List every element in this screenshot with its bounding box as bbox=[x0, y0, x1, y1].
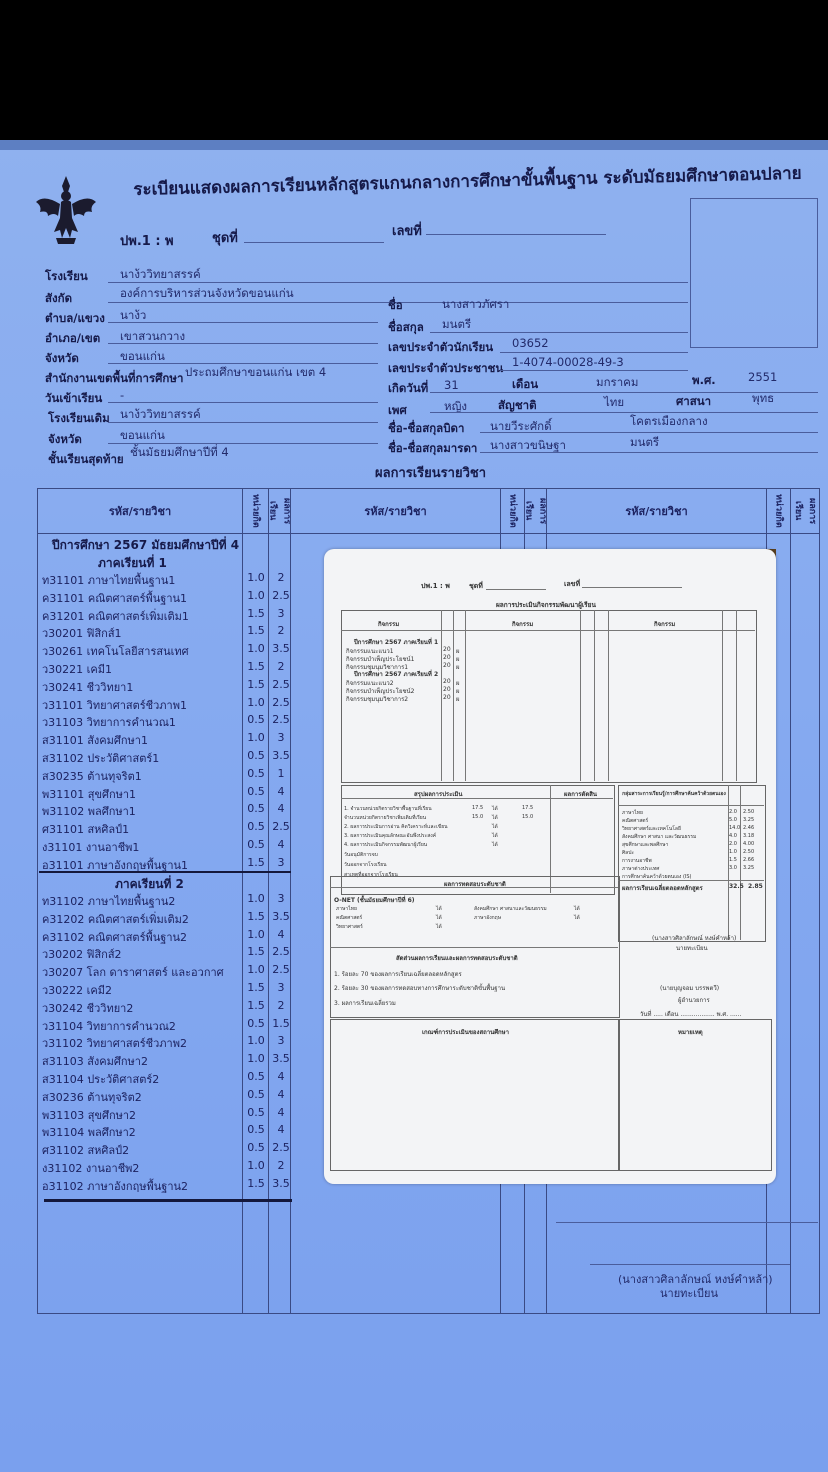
bp-form-code: ปพ.1 : พ bbox=[421, 582, 450, 590]
subject-name: ว30242 ชีววิทยา2 bbox=[42, 1001, 134, 1015]
subject-name: ท31102 ภาษาไทยพื้นฐาน2 bbox=[42, 895, 176, 908]
subject-grade: 3 bbox=[277, 855, 285, 869]
district-label: อำเภอ/เขต bbox=[45, 331, 101, 345]
birth-month-value: มกราคม bbox=[596, 375, 639, 389]
student-id-label: เลขประจำตัวนักเรียน bbox=[388, 340, 494, 354]
subject-credit: 1.5 bbox=[247, 677, 265, 691]
bp-approval-label: วันอนุมัติการจบ bbox=[344, 852, 378, 858]
form-code: ปพ.1 : พ bbox=[120, 234, 174, 249]
subject-credit: 1.5 bbox=[247, 1176, 265, 1190]
col-grade-header-2: ผลการเรียน bbox=[525, 489, 547, 534]
bp-summary-label: 1. จำนวนหน่วยกิตรายวิชาพื้นฐานที่เรียน bbox=[344, 806, 432, 812]
document-title: ระเบียนแสดงผลการเรียนหลักสูตรแกนกลางการศึกษาขั้นพื้นฐาน ระดับมัธยมศึกษาตอนปลาย bbox=[133, 163, 802, 200]
district-value: เขาสวนกวาง bbox=[120, 329, 186, 343]
bp-onet-value: ได้ bbox=[436, 915, 442, 921]
subject-credit: 1.5 bbox=[247, 855, 265, 869]
nationality-value: ไทย bbox=[604, 395, 625, 409]
birth-year-value: 2551 bbox=[748, 370, 778, 384]
col-subject-header-3: รหัส/รายวิชา bbox=[547, 489, 767, 534]
bp-activity-result: ผ bbox=[456, 648, 460, 655]
bp-summary-label: 3. ผลการประเมินคุณลักษณะอันพึงประสงค์ bbox=[344, 833, 437, 839]
subject-grade: 3 bbox=[277, 892, 285, 905]
bp-group-gpa: 2.46 bbox=[743, 825, 755, 831]
bp-group-heading: กลุ่มสาระการเรียนรู้/การศึกษาค้นคว้าด้วยตนเอง bbox=[622, 791, 726, 797]
subject-grade: 2.5 bbox=[272, 588, 290, 602]
col-credit-header-2: หน่วยกิต bbox=[501, 489, 525, 534]
registrar-signature-name: (นางสาวศิลาลักษณ์ หงษ์คำหล้า) bbox=[618, 1273, 773, 1286]
subject-name: พ31102 พลศึกษา1 bbox=[42, 805, 136, 819]
photo-box bbox=[690, 198, 818, 348]
bp-number-label: เลขที่ bbox=[564, 580, 581, 588]
subject-name: ค31101 คณิตศาสตร์พื้นฐาน1 bbox=[42, 591, 188, 605]
subject-grade: 4 bbox=[277, 927, 285, 941]
subject-grade: 2.5 bbox=[272, 945, 290, 959]
bp-group-credit: 5.0 bbox=[729, 817, 737, 823]
subdistrict-label: ตำบล/แขวง bbox=[45, 311, 105, 325]
affiliation-value: องค์การบริหารส่วนจังหวัดขอนแก่น bbox=[120, 286, 294, 300]
subject-grade: 2.5 bbox=[272, 820, 290, 834]
bp-onet-subject: สังคมศึกษา ศาสนาและวัฒนธรรม bbox=[474, 906, 547, 912]
results-heading: ผลการเรียนรายวิชา bbox=[375, 466, 486, 481]
bp-group-gpa: 4.00 bbox=[743, 841, 755, 847]
subject-credit: 1.5 bbox=[247, 981, 265, 994]
subject-grade: 3 bbox=[277, 1034, 285, 1048]
subject-grade: 1 bbox=[277, 766, 285, 780]
number-label: เลขที่ bbox=[392, 224, 422, 239]
area-office-label: สำนักงานเขตพื้นที่การศึกษา bbox=[45, 371, 184, 385]
subject-grade: 4 bbox=[277, 1087, 285, 1101]
subject-credit: 0.5 bbox=[247, 838, 265, 851]
last-grade-label: ชั้นเรียนสุดท้าย bbox=[48, 452, 124, 466]
bp-registrar-name: (นางสาวศิลาลักษณ์ หงษ์คำหล้า) bbox=[652, 935, 737, 942]
bp-onet-subject: ภาษาอังกฤษ bbox=[474, 915, 502, 921]
bp-director-name: (นายบุญจอม บรรพตวี) bbox=[660, 985, 720, 992]
bp-activity-name: กิจกรรมบำเพ็ญประโยชน์1 bbox=[346, 656, 415, 663]
bp-activity-result: ผ bbox=[456, 696, 460, 703]
subject-credit: 1.0 bbox=[247, 642, 265, 656]
bp-group-credit: 1.0 bbox=[729, 849, 737, 855]
subject-name: ค31202 คณิตศาสตร์เพิ่มเติม2 bbox=[42, 912, 189, 926]
subject-grade: 1.5 bbox=[272, 1016, 290, 1030]
bp-summary-c: 17.5 bbox=[522, 805, 534, 811]
month-label: เดือน bbox=[512, 377, 539, 391]
bp-summary-b: ได้ bbox=[492, 824, 498, 830]
subject-credit: 0.5 bbox=[247, 713, 265, 727]
bp-remark-heading: หมายเหตุ bbox=[678, 1029, 703, 1036]
subject-name: ว30241 ชีววิทยา1 bbox=[42, 680, 134, 694]
term2-heading: ภาคเรียนที่ 2 bbox=[115, 877, 184, 891]
subject-credit: 1.5 bbox=[247, 998, 265, 1012]
garuda-emblem-icon bbox=[34, 172, 98, 246]
subject-credit: 1.5 bbox=[247, 660, 265, 673]
subject-credit: 1.0 bbox=[247, 927, 265, 941]
bp-activity-result: ผ bbox=[456, 688, 460, 695]
bp-total-gpa: 2.85 bbox=[748, 883, 763, 890]
subject-name: พ31103 สุขศึกษา2 bbox=[42, 1108, 137, 1122]
bp-activity-result: ผ bbox=[456, 664, 460, 671]
bp-activity-name: กิจกรรมชุมนุมวิชาการ2 bbox=[346, 696, 409, 703]
set-label: ชุดที่ bbox=[212, 231, 238, 246]
subject-grade: 3 bbox=[277, 731, 285, 745]
subject-grade: 4 bbox=[277, 1123, 285, 1137]
subject-credit: 0.5 bbox=[247, 1141, 265, 1155]
bp-group-gpa: 3.18 bbox=[743, 833, 755, 839]
term1-heading: ภาคเรียนที่ 1 bbox=[98, 556, 167, 570]
subject-credit: 1.0 bbox=[247, 695, 265, 709]
bp-summary-b: ได้ bbox=[492, 815, 498, 821]
birth-day-value: 31 bbox=[444, 378, 459, 392]
subject-name: ค31102 คณิตศาสตร์พื้นฐาน2 bbox=[42, 930, 188, 944]
school-value: นาง้ววิทยาสรรค์ bbox=[120, 267, 201, 281]
subject-credit: 0.5 bbox=[247, 1105, 265, 1119]
subject-grade: 2 bbox=[277, 1159, 285, 1172]
religion-label: ศาสนา bbox=[676, 394, 712, 408]
subject-name: พ31101 สุขศึกษา1 bbox=[42, 787, 137, 801]
subject-credit: 1.0 bbox=[247, 892, 265, 905]
subject-grade: 3.5 bbox=[272, 909, 290, 923]
subject-grade: 2.5 bbox=[272, 963, 290, 977]
subject-name: ส31104 ประวัติศาสตร์2 bbox=[42, 1073, 160, 1086]
citizen-id-value: 1-4074-00028-49-3 bbox=[512, 355, 624, 369]
bp-ratio3: 3. ผลการเรียนเฉลี่ยรวม bbox=[334, 1000, 396, 1007]
bp-set-label: ชุดที่ bbox=[469, 582, 483, 590]
bp-group-credit: 3.0 bbox=[729, 865, 737, 871]
bp-total-credit: 32.5 bbox=[729, 883, 744, 890]
bp-activity-hours: 20 bbox=[443, 646, 451, 653]
bp-national-test-heading: ผลการทดสอบระดับชาติ bbox=[444, 881, 506, 888]
school-label: โรงเรียน bbox=[45, 269, 88, 283]
subject-grade: 3.5 bbox=[272, 749, 290, 762]
bp-group-gpa: 2.50 bbox=[743, 849, 755, 855]
mother-label: ชื่อ-ชื่อสกุลมารดา bbox=[388, 441, 478, 455]
subject-grade: 3 bbox=[277, 981, 285, 994]
bp-onet-value: ได้ bbox=[574, 915, 580, 921]
father-label: ชื่อ-ชื่อสกุลบิดา bbox=[388, 421, 465, 435]
subject-grade: 2 bbox=[277, 998, 285, 1012]
subject-grade: 2 bbox=[277, 571, 285, 584]
subject-name: ว30201 ฟิสิกส์1 bbox=[42, 627, 122, 641]
bp-ratio1: 1. ร้อยละ 70 ของผลการเรียนเฉลี่ยตลอดหลักสูตร bbox=[334, 971, 462, 978]
subject-grade: 4 bbox=[277, 1105, 285, 1119]
bp-activity-name: กิจกรรมชุมนุมวิชาการ1 bbox=[346, 664, 409, 671]
col-credit-header-3: หน่วยกิต bbox=[767, 489, 791, 534]
subject-credit: 1.0 bbox=[247, 571, 265, 584]
bp-group-credit: 2.0 bbox=[729, 809, 737, 815]
prev-school-label: โรงเรียนเดิม bbox=[48, 411, 110, 425]
bp-onet-value: ได้ bbox=[436, 924, 442, 930]
sex-label: เพศ bbox=[388, 403, 407, 417]
bp-onet-subject: ภาษาไทย bbox=[336, 906, 357, 912]
subject-name: ศ31102 สหศิลป์2 bbox=[42, 1144, 130, 1158]
subject-name: ว30261 เทคโนโลยีสารสนเทศ bbox=[42, 645, 189, 659]
entry-date-label: วันเข้าเรียน bbox=[45, 391, 103, 405]
subject-name: ศ31101 สหศิลป์1 bbox=[42, 823, 130, 837]
bp-activity-name: กิจกรรมแนะแนว1 bbox=[346, 648, 394, 655]
bp-group-name: สังคมศึกษา ศาสนา และวัฒนธรรม bbox=[622, 834, 697, 840]
bp-summary-b: ได้ bbox=[492, 833, 498, 839]
bp-group-name: ศิลปะ bbox=[622, 850, 635, 856]
back-page-photo bbox=[324, 549, 776, 1184]
bp-approval-label: วันออกจากโรงเรียน bbox=[344, 862, 387, 868]
subject-credit: 1.0 bbox=[247, 1034, 265, 1048]
subject-grade: 2 bbox=[277, 660, 285, 673]
subdistrict-value: นาง้ว bbox=[120, 308, 147, 322]
bp-activity-hours: 20 bbox=[443, 678, 451, 685]
subject-grade: 4 bbox=[277, 838, 285, 851]
subject-grade: 3.5 bbox=[272, 1176, 290, 1190]
subject-name: ส31101 สังคมศึกษา1 bbox=[42, 734, 148, 748]
mother-name-value: นางสาวขนิษฐา bbox=[490, 438, 566, 452]
bp-group-gpa: 3.25 bbox=[743, 817, 755, 823]
subject-name: ว31101 วิทยาศาสตร์ชีวภาพ1 bbox=[42, 698, 187, 712]
bp-activity-hours: 20 bbox=[443, 686, 451, 693]
bp-activity-hours: 20 bbox=[443, 654, 451, 661]
bp-activity-col-2: กิจกรรม bbox=[512, 621, 534, 628]
bp-group-name: คณิตศาสตร์ bbox=[622, 818, 649, 824]
bp-summary-label: จำนวนหน่วยกิตรายวิชาเพิ่มเติมที่เรียน bbox=[344, 815, 427, 821]
subject-name: ง31102 งานอาชีพ2 bbox=[42, 1162, 140, 1175]
bp-activity-col-1: กิจกรรม bbox=[378, 621, 400, 628]
col-subject-header-2: รหัส/รายวิชา bbox=[291, 489, 501, 534]
subject-credit: 0.5 bbox=[247, 820, 265, 834]
student-id-value: 03652 bbox=[512, 336, 549, 350]
subject-credit: 1.5 bbox=[247, 945, 265, 959]
bp-activities-heading: ผลการประเมินกิจกรรมพัฒนาผู้เรียน bbox=[496, 601, 596, 609]
bp-onet-value: ได้ bbox=[574, 906, 580, 912]
subject-name: ส30235 ต้านทุจริต1 bbox=[42, 769, 142, 783]
bp-group-name: ภาษาต่างประเทศ bbox=[622, 866, 660, 872]
subject-grade: 4 bbox=[277, 802, 285, 816]
bp-ratio-heading: สัดส่วนผลการเรียนและผลการทดสอบระดับชาติ bbox=[396, 955, 518, 962]
subject-grade: 2.5 bbox=[272, 695, 290, 709]
subject-name: ง31101 งานอาชีพ1 bbox=[42, 841, 140, 854]
subject-name: พ31104 พลศึกษา2 bbox=[42, 1126, 136, 1140]
subject-credit: 0.5 bbox=[247, 784, 265, 798]
subject-credit: 0.5 bbox=[247, 1123, 265, 1137]
subject-credit: 0.5 bbox=[247, 1016, 265, 1030]
subject-name: ว30207 โลก ดาราศาสตร์ และอวกาศ bbox=[42, 966, 224, 980]
subject-name: ส30236 ต้านทุจริต2 bbox=[42, 1090, 142, 1104]
subject-credit: 1.0 bbox=[247, 731, 265, 745]
col-subject-header-1: รหัส/รายวิชา bbox=[38, 489, 243, 534]
bp-group-name: การงานอาชีพ bbox=[622, 858, 652, 864]
bp-activity-col-3: กิจกรรม bbox=[654, 621, 676, 628]
subject-name: ว30222 เคมี2 bbox=[42, 984, 113, 997]
bp-summary-b: ได้ bbox=[492, 806, 498, 812]
subject-credit: 0.5 bbox=[247, 1087, 265, 1101]
bp-activity-year2: ปีการศึกษา 2567 ภาคเรียนที่ 2 bbox=[354, 671, 439, 678]
registrar-signature-position: นายทะเบียน bbox=[660, 1287, 719, 1300]
name-label: ชื่อ bbox=[388, 298, 403, 312]
surname-value: มนตรี bbox=[442, 317, 472, 331]
bp-registrar-pos: นายทะเบียน bbox=[676, 945, 708, 952]
subject-credit: 0.5 bbox=[247, 766, 265, 780]
term-end-divider bbox=[44, 1199, 292, 1202]
bp-date-label: วันที่ ..... เดือน .................. พ.ศ. ...... bbox=[640, 1011, 742, 1018]
bp-ratio2: 2. ร้อยละ 30 ของผลการทดสอบทางการศึกษาระดับชาติขั้นพื้นฐาน bbox=[334, 985, 506, 992]
religion-value: พุทธ bbox=[752, 391, 775, 405]
bp-group-name: วิทยาศาสตร์และเทคโนโลยี bbox=[622, 826, 681, 832]
col-credit-header-1: หน่วยกิต bbox=[243, 489, 269, 534]
subject-credit: 1.0 bbox=[247, 588, 265, 602]
prev-province-value: ขอนแก่น bbox=[120, 428, 165, 442]
bp-onet-subject: วิทยาศาสตร์ bbox=[336, 924, 363, 930]
subject-name: ส31102 ประวัติศาสตร์1 bbox=[42, 752, 160, 765]
bp-onet-value: ได้ bbox=[436, 906, 442, 912]
bp-activity-hours: 20 bbox=[443, 694, 451, 701]
subject-grade: 2.5 bbox=[272, 713, 290, 727]
bp-group-gpa: 2.50 bbox=[743, 809, 755, 815]
col-grade-header-1: ผลการเรียน bbox=[269, 489, 291, 534]
bp-activity-hours: 20 bbox=[443, 662, 451, 669]
subject-grade: 3.5 bbox=[272, 1052, 290, 1066]
bp-onet-subject: คณิตศาสตร์ bbox=[336, 915, 363, 921]
subject-grade: 2.5 bbox=[272, 677, 290, 691]
subject-grade: 2 bbox=[277, 624, 285, 638]
bp-activity-year: ปีการศึกษา 2567 ภาคเรียนที่ 1 bbox=[354, 639, 439, 646]
bp-summary-a: 15.0 bbox=[472, 814, 484, 820]
subject-credit: 0.5 bbox=[247, 1070, 265, 1083]
province-label: จังหวัด bbox=[45, 351, 79, 365]
prev-province-label: จังหวัด bbox=[48, 432, 82, 446]
bp-summary-a: 17.5 bbox=[472, 805, 484, 811]
mother-surname-value: มนตรี bbox=[630, 435, 660, 449]
subject-credit: 1.5 bbox=[247, 909, 265, 923]
bp-group-credit: 4.0 bbox=[729, 833, 737, 839]
bp-group-name: สุขศึกษาและพลศึกษา bbox=[622, 842, 669, 848]
citizen-id-label: เลขประจำตัวประชาชน bbox=[388, 361, 504, 375]
bp-onet-label: O-NET (ชั้นมัธยมศึกษาปีที่ 6) bbox=[334, 897, 415, 904]
subject-name: ว31102 วิทยาศาสตร์ชีวภาพ2 bbox=[42, 1037, 187, 1051]
bp-criteria-heading: เกณฑ์การประเมินของสถานศึกษา bbox=[422, 1029, 509, 1036]
bp-group-gpa: 2.66 bbox=[743, 857, 755, 863]
subject-name: ท31101 ภาษาไทยพื้นฐาน1 bbox=[42, 574, 176, 587]
birth-label: เกิดวันที่ bbox=[388, 381, 429, 395]
prev-school-value: นาง้ววิทยาสรรค์ bbox=[120, 407, 201, 421]
col-grade-header-3: ผลการเรียน bbox=[791, 489, 820, 534]
subject-name: ว31103 วิทยาการคำนวณ1 bbox=[42, 716, 176, 730]
last-grade-value: ชั้นมัธยมศึกษาปีที่ 4 bbox=[130, 445, 229, 459]
subject-credit: 1.5 bbox=[247, 624, 265, 638]
bp-group-credit: 14.0 bbox=[729, 825, 741, 831]
name-value: นางสาวภัศรา bbox=[442, 297, 510, 311]
bp-group-gpa: 3.25 bbox=[743, 865, 755, 871]
father-surname-value: โคตรเมืองกลาง bbox=[630, 414, 708, 428]
subject-name: ส31103 สังคมศึกษา2 bbox=[42, 1055, 148, 1069]
bp-summary-heading: สรุปผลการประเมิน bbox=[414, 791, 463, 798]
surname-label: ชื่อสกุล bbox=[388, 320, 424, 334]
bp-summary-b: ได้ bbox=[492, 842, 498, 848]
subject-credit: 0.5 bbox=[247, 749, 265, 762]
bp-total-label: ผลการเรียนเฉลี่ยตลอดหลักสูตร bbox=[622, 885, 703, 892]
subject-name: ว31104 วิทยาการคำนวณ2 bbox=[42, 1019, 176, 1033]
subject-grade: 3 bbox=[277, 606, 285, 620]
subject-name: อ31101 ภาษาอังกฤษพื้นฐาน1 bbox=[42, 858, 189, 872]
subject-name: ค31201 คณิตศาสตร์เพิ่มเติม1 bbox=[42, 609, 189, 623]
bp-group-credit: 1.5 bbox=[729, 857, 737, 863]
province-value: ขอนแก่น bbox=[120, 349, 165, 363]
subject-name: ว30202 ฟิสิกส์2 bbox=[42, 948, 122, 962]
bp-director-pos: ผู้อำนวยการ bbox=[678, 997, 710, 1004]
bp-summary-label: 4. ผลการประเมินกิจกรรมพัฒนาผู้เรียน bbox=[344, 842, 428, 848]
year-label: พ.ศ. bbox=[692, 373, 716, 387]
subject-credit: 0.5 bbox=[247, 802, 265, 816]
bp-judgement-heading: ผลการตัดสิน bbox=[564, 791, 597, 798]
bp-activity-result: ผ bbox=[456, 656, 460, 663]
bp-group-name: การศึกษาค้นคว้าด้วยตนเอง (IS) bbox=[622, 874, 692, 880]
bp-activity-result: ผ bbox=[456, 680, 460, 687]
term-divider bbox=[39, 871, 291, 873]
year-heading: ปีการศึกษา 2567 มัธยมศึกษาปีที่ 4 bbox=[52, 538, 240, 552]
subject-grade: 2.5 bbox=[272, 1141, 290, 1155]
sex-value: หญิง bbox=[444, 399, 467, 413]
bp-activity-name: กิจกรรมแนะแนว2 bbox=[346, 680, 394, 687]
entry-date-value: - bbox=[120, 388, 125, 402]
area-office-value: ประถมศึกษาขอนแก่น เขต 4 bbox=[185, 365, 327, 379]
subject-grade: 4 bbox=[277, 784, 285, 798]
paper-top-band bbox=[0, 140, 828, 150]
subject-credit: 1.0 bbox=[247, 963, 265, 977]
subject-name: อ31102 ภาษาอังกฤษพื้นฐาน2 bbox=[42, 1179, 189, 1193]
subject-credit: 1.5 bbox=[247, 606, 265, 620]
subject-credit: 1.0 bbox=[247, 1052, 265, 1066]
bp-summary-c: 15.0 bbox=[522, 814, 534, 820]
father-name-value: นายวีระศักดิ์ bbox=[490, 419, 552, 433]
affiliation-label: สังกัด bbox=[45, 291, 73, 305]
bp-group-name: ภาษาไทย bbox=[622, 810, 643, 816]
subject-credit: 1.0 bbox=[247, 1159, 265, 1172]
nationality-label: สัญชาติ bbox=[498, 398, 537, 412]
bp-group-credit: 2.0 bbox=[729, 841, 737, 847]
subject-grade: 4 bbox=[277, 1070, 285, 1083]
bp-summary-label: 2. ผลการประเมินการอ่าน คิดวิเคราะห์และเขียน bbox=[344, 824, 448, 830]
subject-grade: 3.5 bbox=[272, 642, 290, 656]
bp-activity-name: กิจกรรมบำเพ็ญประโยชน์2 bbox=[346, 688, 415, 695]
subject-name: ว30221 เคมี1 bbox=[42, 663, 113, 676]
bp-approval-label: สาเหตุที่ออกจากโรงเรียน bbox=[344, 872, 398, 878]
